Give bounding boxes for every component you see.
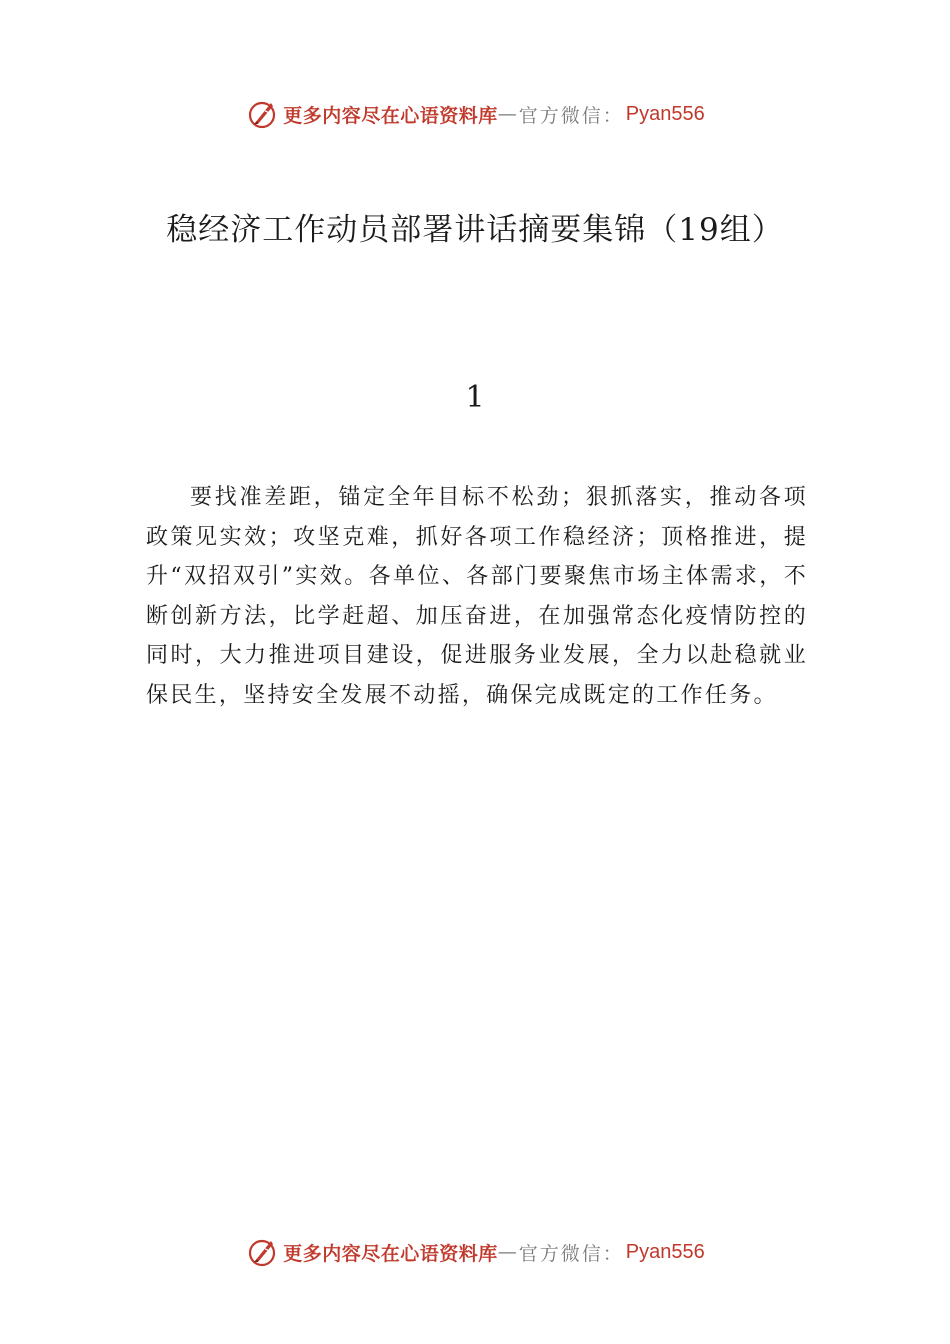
banner-wechat-id: Pyan556 bbox=[625, 102, 705, 125]
banner-label: 官方微信： bbox=[518, 104, 624, 127]
section-number: 1 bbox=[465, 380, 485, 415]
document-title: 稳经济工作动员部署讲话摘要集锦（19组） bbox=[166, 212, 784, 248]
banner-promo-text: 更多内容尽在心语资料库 bbox=[283, 104, 498, 127]
footer-banner bbox=[0, 1232, 950, 1272]
body-paragraph: 要找准差距，锚定全年目标不松劲；狠抓落实，推动各项政策见实效；攻坚克难，抓好各项工作稳经济；顶格推进，提升“双招双引”实效。各单位、各部门要聚焦市场主体需求，不断创新方法，比学赶超、加压奋进，在加强常态化疫情防控的同时，大力推进项目建设，促进服务业发展，全力以赴稳就业保民生，坚持安全发展不动摇，确保完成既定的工作任务。 bbox=[146, 485, 808, 708]
quill-pen-circle-icon bbox=[245, 97, 279, 131]
header-banner bbox=[0, 94, 950, 134]
quill-pen-circle-icon bbox=[245, 1235, 279, 1269]
banner-dash: — bbox=[497, 1241, 519, 1263]
banner-promo-text: 更多内容尽在心语资料库 bbox=[283, 1242, 498, 1265]
banner-wechat-id: Pyan556 bbox=[625, 1240, 705, 1263]
banner-label: 官方微信： bbox=[518, 1242, 624, 1265]
banner-dash: — bbox=[497, 103, 519, 125]
